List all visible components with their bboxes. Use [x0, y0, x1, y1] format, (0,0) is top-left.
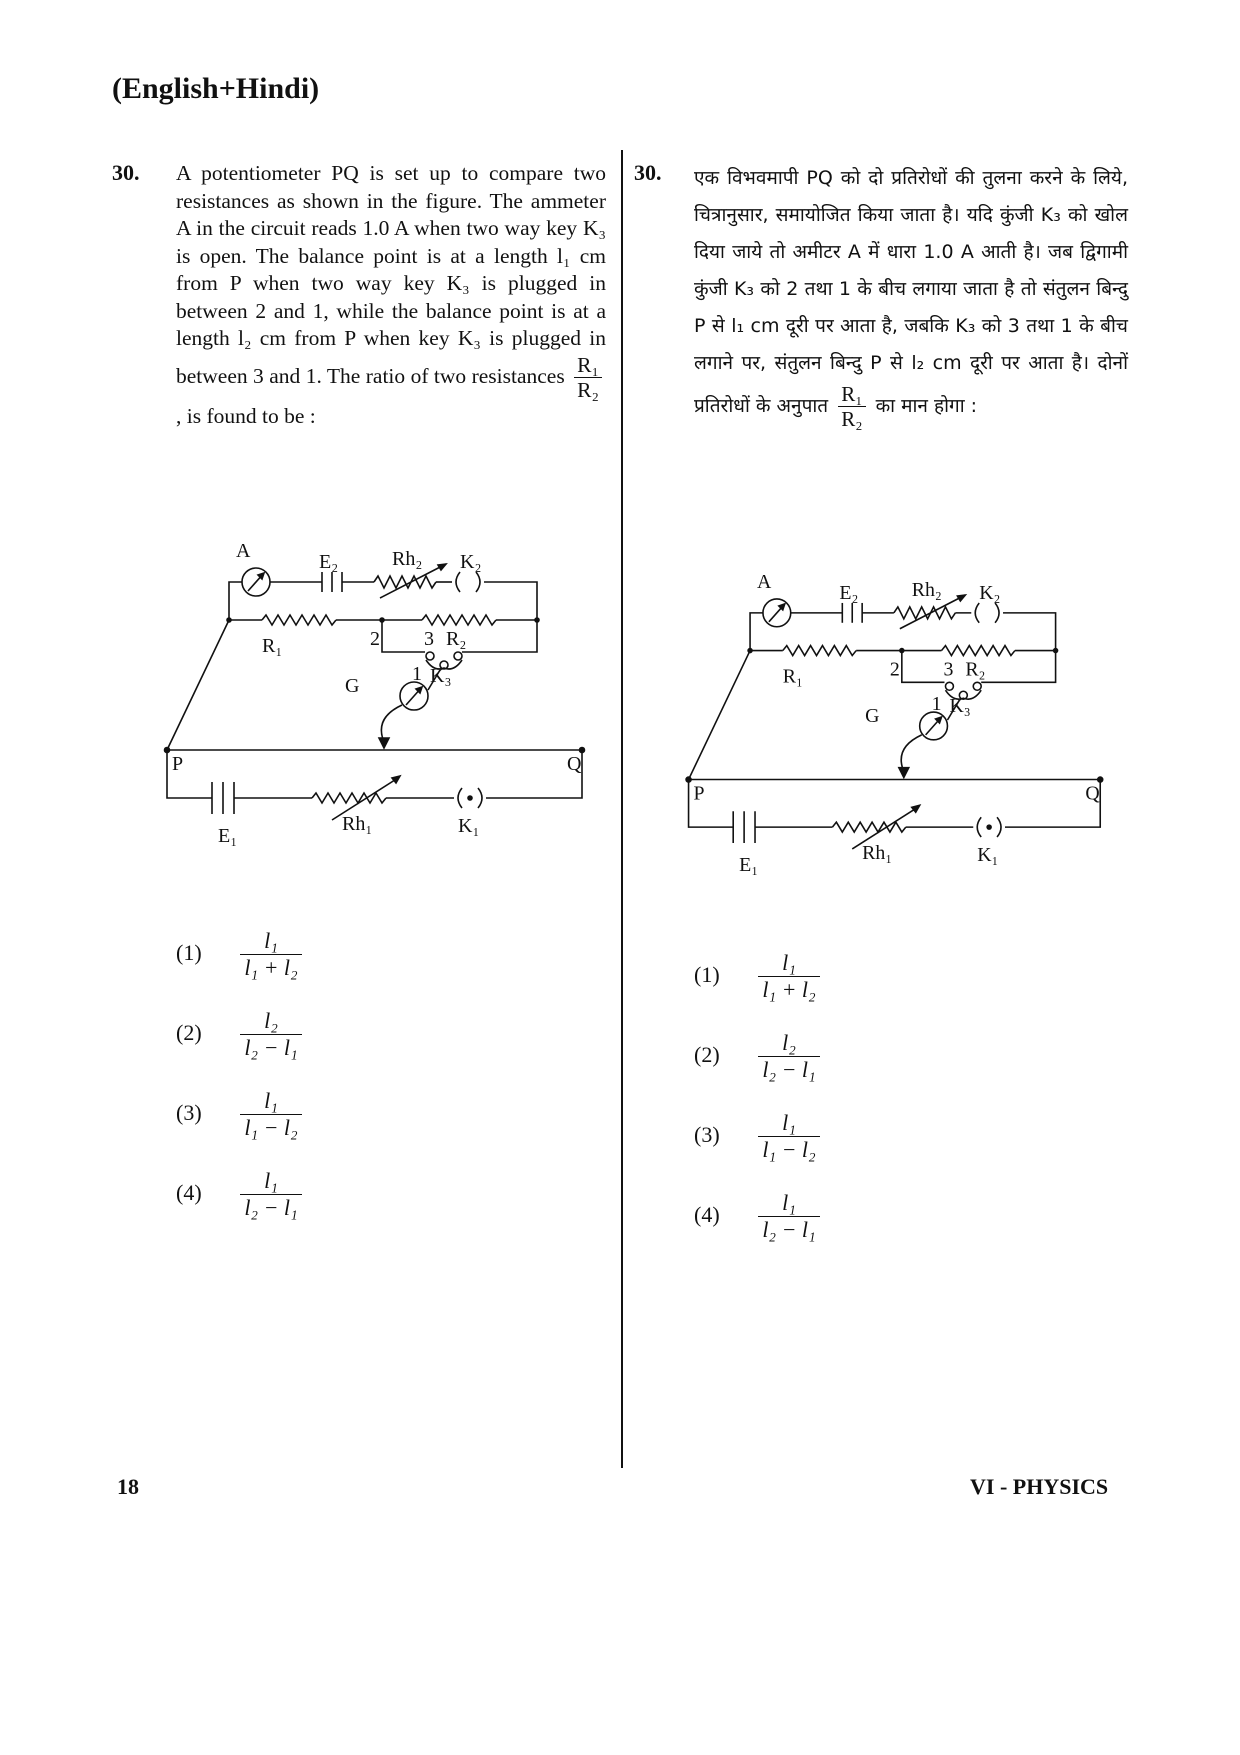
label-key-k2: K₂	[460, 551, 482, 573]
option-fraction	[758, 1030, 820, 1083]
option-numerator: l₁	[240, 1088, 302, 1115]
question-text-body: A potentiometer PQ is set up to compare two resistances as shown in the figure. The ammeter A in the circuit reads 1.0 A when two way key K₃ is open. The balance point is at a length l₁ cm from P when two way key K₃ is plugged in between 2 and 1, while the balance point is at a length l₂ cm from P when key K₃ is plugged in between 3 and 1. The ratio of two resistances	[176, 161, 606, 388]
option-number: (2)	[176, 1020, 202, 1045]
option-number: (3)	[694, 1122, 720, 1147]
label-cell-e2: E₂	[839, 581, 859, 604]
label-end-q: Q	[567, 753, 582, 775]
option-denominator: l₁ + l₂	[244, 955, 298, 980]
label-rheostat-rh1: Rh₁	[862, 841, 893, 864]
label-terminal-3: 3	[424, 628, 434, 650]
circuit-diagram	[112, 520, 610, 860]
label-terminal-2: 2	[370, 628, 380, 650]
question-number: 30.	[634, 160, 662, 185]
question-text-end: , is found to be :	[176, 403, 316, 428]
label-end-p: P	[172, 753, 184, 775]
question-text-body: एक विभवमापी PQ को दो प्रतिरोधों की तुलना करने के लिये, चित्रानुसार, समायोजित किया जाता है। यदि कुंजी K₃ को खोल दिया जाये तो अमीटर A में धारा 1.0 A आती है। जब द्विगामी कुंजी K₃ को 2 तथा 1 के बीच लगाया जाता है तो संतुलन बिन्दु P से l₁ cm दूरी पर आता है, जबकि K₃ को 3 तथा 1 के बीच लगाने पर, संतुलन बिन्दु P से l₂ cm दूरी पर आता है। दोनों प्रतिरोधों के अनुपात	[694, 167, 1128, 418]
option-numerator: l₂	[240, 1008, 302, 1035]
option-fraction	[240, 1088, 302, 1141]
option-fraction	[240, 1008, 302, 1061]
resistance-ratio	[574, 353, 602, 403]
label-ammeter: A	[236, 540, 251, 562]
ratio-numerator: R₁	[838, 382, 865, 407]
label-key-k3: K₃	[949, 695, 971, 718]
label-cell-e1: E₁	[218, 825, 238, 847]
option-fraction	[240, 928, 302, 981]
question-text-end: का मान होगा :	[875, 395, 978, 418]
option-fraction	[240, 1168, 302, 1221]
option-denominator: l₁ − l₂	[762, 1137, 816, 1162]
page-number: 18	[117, 1474, 139, 1499]
option-numerator: l₁	[758, 1190, 820, 1217]
label-terminal-1: 1	[931, 693, 942, 716]
question-text	[176, 160, 606, 430]
ratio-denominator: R₂	[577, 378, 599, 403]
option-number: (1)	[694, 962, 720, 987]
label-resistor-r2: R₂	[446, 628, 467, 650]
option-numerator: l₂	[758, 1030, 820, 1057]
option-denominator: l₂ − l₁	[244, 1035, 298, 1060]
label-key-k1: K₁	[977, 843, 999, 866]
label-resistor-r1: R₁	[262, 635, 283, 657]
option-number: (2)	[694, 1042, 720, 1067]
option-denominator: l₁ − l₂	[244, 1115, 298, 1140]
label-resistor-r2: R₂	[965, 658, 986, 681]
label-galvanometer: G	[865, 704, 880, 727]
option-fraction	[758, 1190, 820, 1243]
subject-label: VI - PHYSICS	[970, 1474, 1109, 1499]
option-number: (1)	[176, 940, 202, 965]
label-rheostat-rh2: Rh₂	[392, 548, 423, 570]
resistance-ratio	[838, 382, 865, 431]
label-key-k2: K₂	[979, 581, 1001, 604]
label-cell-e2: E₂	[319, 551, 339, 573]
label-key-k1: K₁	[458, 815, 480, 837]
label-galvanometer: G	[345, 675, 360, 697]
option-number: (4)	[694, 1202, 720, 1227]
label-rheostat-rh2: Rh₂	[911, 579, 942, 602]
label-end-q: Q	[1085, 782, 1100, 805]
option-number: (3)	[176, 1100, 202, 1125]
ratio-denominator: R₂	[841, 407, 863, 432]
question-text	[694, 160, 1128, 431]
option-numerator: l₁	[758, 1110, 820, 1137]
option-fraction	[758, 1110, 820, 1163]
label-rheostat-rh1: Rh₁	[342, 813, 373, 835]
paper-header: (English+Hindi)	[112, 72, 320, 105]
label-terminal-3: 3	[943, 658, 954, 681]
label-terminal-2: 2	[889, 658, 900, 681]
option-denominator: l₂ − l₁	[762, 1217, 816, 1242]
option-fraction	[758, 950, 820, 1003]
option-numerator: l₁	[758, 950, 820, 977]
option-denominator: l₂ − l₁	[244, 1195, 298, 1220]
label-terminal-1: 1	[412, 663, 422, 685]
option-numerator: l₁	[240, 1168, 302, 1195]
label-ammeter: A	[757, 571, 772, 594]
answer-options	[176, 928, 476, 1268]
label-key-k3: K₃	[430, 665, 452, 687]
option-denominator: l₁ + l₂	[762, 977, 816, 1002]
answer-options	[694, 950, 994, 1290]
label-resistor-r1: R₁	[782, 665, 803, 688]
question-number: 30.	[112, 160, 140, 185]
column-divider	[621, 150, 623, 1468]
circuit-diagram	[634, 550, 1128, 890]
ratio-numerator: R₁	[574, 353, 602, 379]
option-denominator: l₂ − l₁	[762, 1057, 816, 1082]
option-number: (4)	[176, 1180, 202, 1205]
label-cell-e1: E₁	[739, 853, 759, 876]
option-numerator: l₁	[240, 928, 302, 955]
label-end-p: P	[693, 782, 705, 805]
